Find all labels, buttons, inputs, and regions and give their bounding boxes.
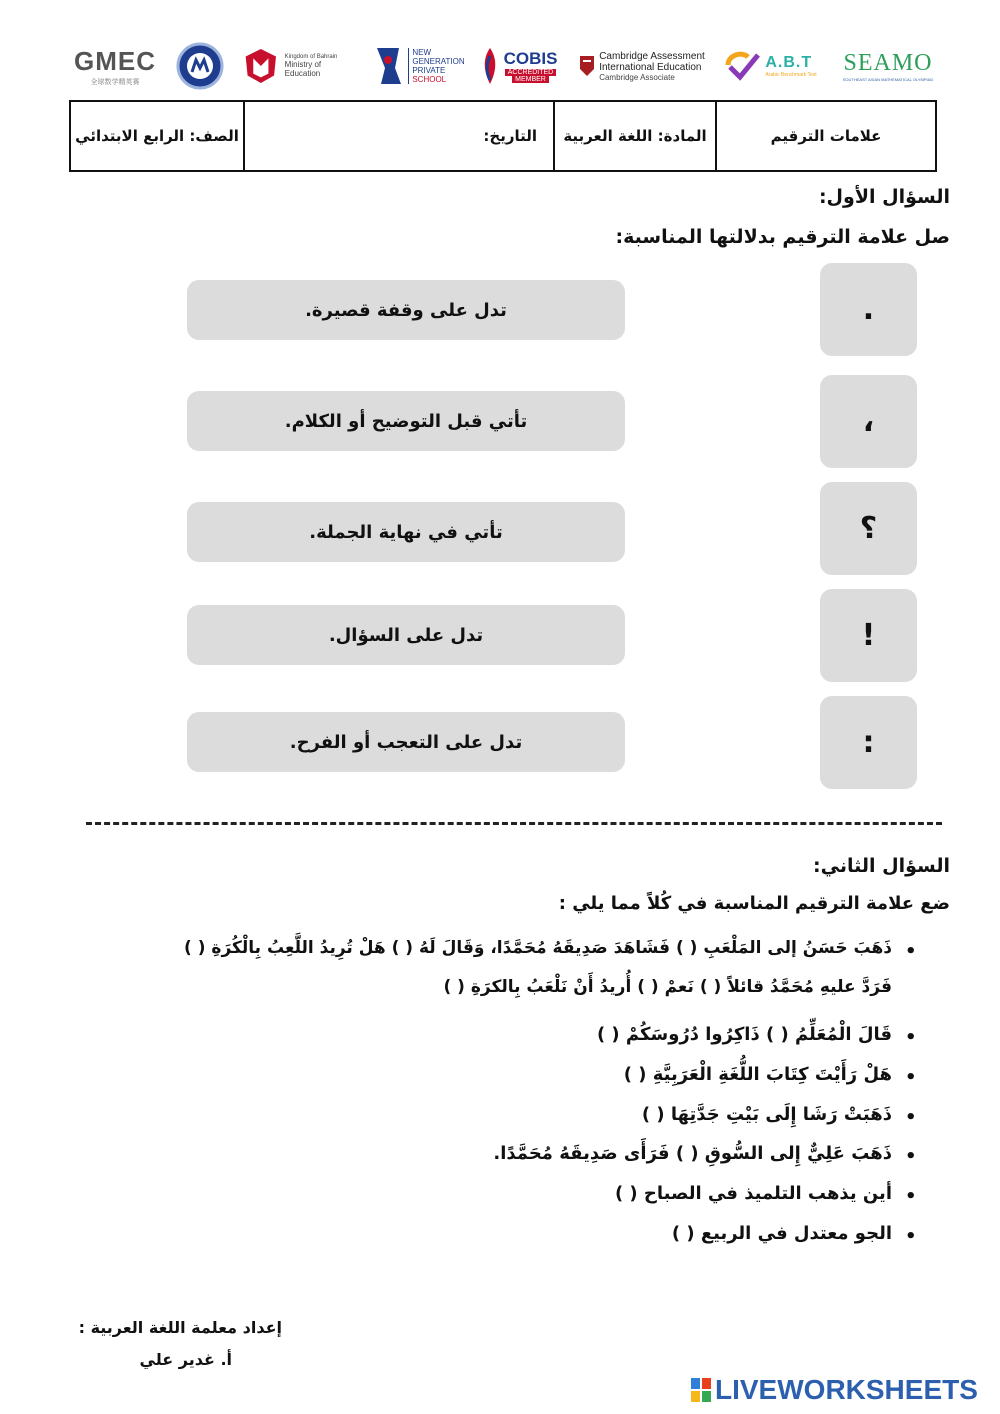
exercise-line-6[interactable]: أين يذهب التلميذ في الصباح ( ) <box>614 1183 892 1204</box>
cobis-sub2: MEMBER <box>512 76 549 83</box>
header-subject-cell <box>553 102 715 170</box>
abt-logo <box>712 40 827 92</box>
exercise-line-1[interactable]: ذَهَبَ حَسَنُ إلى المَلْعَبِ ( ) فَشَاهَدَ صَدِيقَهُ مُحَمَّدًا، وَقَالَ لَهُ ( ) هَلْ تُرِيدُ اللَّعِبُ بِالْكُرَةِ ( ) <box>184 938 892 958</box>
header-date-cell <box>243 102 553 170</box>
exercise-line-2[interactable]: قَالَ الْمُعَلِّمُ ( ) ذَاكِرُوا دُرُوسَكُمْ ( ) <box>596 1024 892 1045</box>
header-topic: علامات الترقيم <box>770 127 882 145</box>
mark-box-comma[interactable]: ، <box>820 375 917 468</box>
mark-box-exclamation[interactable]: ! <box>820 589 917 682</box>
bullet-1: • <box>905 941 917 962</box>
ngps-line3: PRIVATE <box>412 66 446 75</box>
meaning-box-4[interactable]: تدل على السؤال. <box>187 605 625 665</box>
cambridge-logo <box>578 40 706 92</box>
new-generation-school-logo <box>368 40 468 92</box>
gmec-logo-text: GMEC <box>74 45 156 76</box>
exercise-line-5[interactable]: ذَهَبَ عَلِيٌّ إِلى السُّوقِ ( ) فَرَأَى صَدِيقَهُ مُحَمَّدًا. <box>493 1143 892 1164</box>
exercise-line-3[interactable]: هَلْ رَأَيْتَ كِتَابَ اللُّغَةِ الْعَرَبِيَّةِ ( ) <box>623 1064 892 1085</box>
gmec-logo-subtext: 全球数学精英赛 <box>90 78 140 86</box>
seamo-text: SEAMO <box>843 50 933 76</box>
bullet-3: • <box>905 1067 917 1088</box>
school-seal-logo <box>176 40 224 92</box>
header-subject: المادة: اللغة العربية <box>563 127 707 145</box>
section-divider <box>86 822 942 825</box>
bullet-4: • <box>905 1107 917 1128</box>
ngps-line1: NEW <box>412 48 432 57</box>
q2-instruction: ضع علامة الترقيم المناسبة في كُلاً مما يلي : <box>558 893 950 914</box>
header-grade: الصف: الرابع الابتدائي <box>75 127 239 145</box>
meaning-box-2[interactable]: تأتي قبل التوضيح أو الكلام. <box>187 391 625 451</box>
gmec-logo <box>70 40 160 92</box>
bullet-2: • <box>905 1027 917 1048</box>
bahrain-moe-line2: Ministry of Education <box>284 60 322 78</box>
cambridge-line1: Cambridge Assessment <box>599 50 705 62</box>
prepared-by-label: إعداد معلمة اللغة العربية : <box>78 1318 282 1337</box>
ngps-line2: GENERATION <box>412 57 465 66</box>
header-date: التاريخ: <box>483 127 537 145</box>
bullet-7: • <box>905 1226 917 1247</box>
cobis-text: COBIS <box>503 49 558 68</box>
worksheet-header-table <box>69 100 937 172</box>
liveworksheets-icon <box>690 1377 712 1403</box>
q1-instruction: صل علامة الترقيم بدلالتها المناسبة: <box>615 226 950 248</box>
liveworksheets-brand <box>690 1372 978 1408</box>
mark-box-period[interactable]: . <box>820 263 917 356</box>
exercise-line-1-cont[interactable]: فَرَدَّ عليهِ مُحَمَّدُ قائلاً ( ) نَعمْ ( ) أُريدُ أَنْ نَلْعَبُ بِالكرَةِ ( ) <box>443 977 892 997</box>
meaning-box-3[interactable]: تأتي في نهاية الجملة. <box>187 502 625 562</box>
exercise-line-4[interactable]: ذَهَبَتْ رَشَا إِلَى بَيْتِ جَدَّتِهَا ( ) <box>641 1104 892 1125</box>
mark-box-colon[interactable]: : <box>820 696 917 789</box>
bullet-5: • <box>905 1146 917 1167</box>
abt-text: A.B.T <box>765 54 813 71</box>
q1-title: السؤال الأول: <box>818 186 950 208</box>
cambridge-line2: International Education <box>599 61 702 73</box>
seamo-subtext: SOUTHEAST ASIAN MATHEMATICAL OLYMPIAD <box>842 77 934 82</box>
meaning-box-5[interactable]: تدل على التعجب أو الفرح. <box>187 712 625 772</box>
ngps-line4: SCHOOL <box>412 75 447 84</box>
meaning-box-1[interactable]: تدل على وقفة قصيرة. <box>187 280 625 340</box>
abt-subtext: Arabic Benchmark Test <box>765 72 817 78</box>
mark-box-question[interactable]: ؟ <box>820 482 917 575</box>
cobis-sub1: ACCREDITED <box>505 69 557 76</box>
bullet-6: • <box>905 1186 917 1207</box>
cobis-logo <box>478 40 558 92</box>
bahrain-moe-line1: Kingdom of Bahrain <box>284 54 338 60</box>
bahrain-moe-logo <box>240 40 355 92</box>
header-grade-cell <box>71 102 243 170</box>
exercise-line-7[interactable]: الجو معتدل في الربيع ( ) <box>671 1223 892 1244</box>
header-topic-cell <box>715 102 935 170</box>
seamo-logo <box>838 40 938 92</box>
q2-title: السؤال الثاني: <box>813 855 950 877</box>
cambridge-line3: Cambridge Associate <box>599 72 675 82</box>
liveworksheets-text: LIVEWORKSHEETS <box>715 1374 978 1405</box>
teacher-name: أ. غدير علي <box>139 1350 232 1369</box>
